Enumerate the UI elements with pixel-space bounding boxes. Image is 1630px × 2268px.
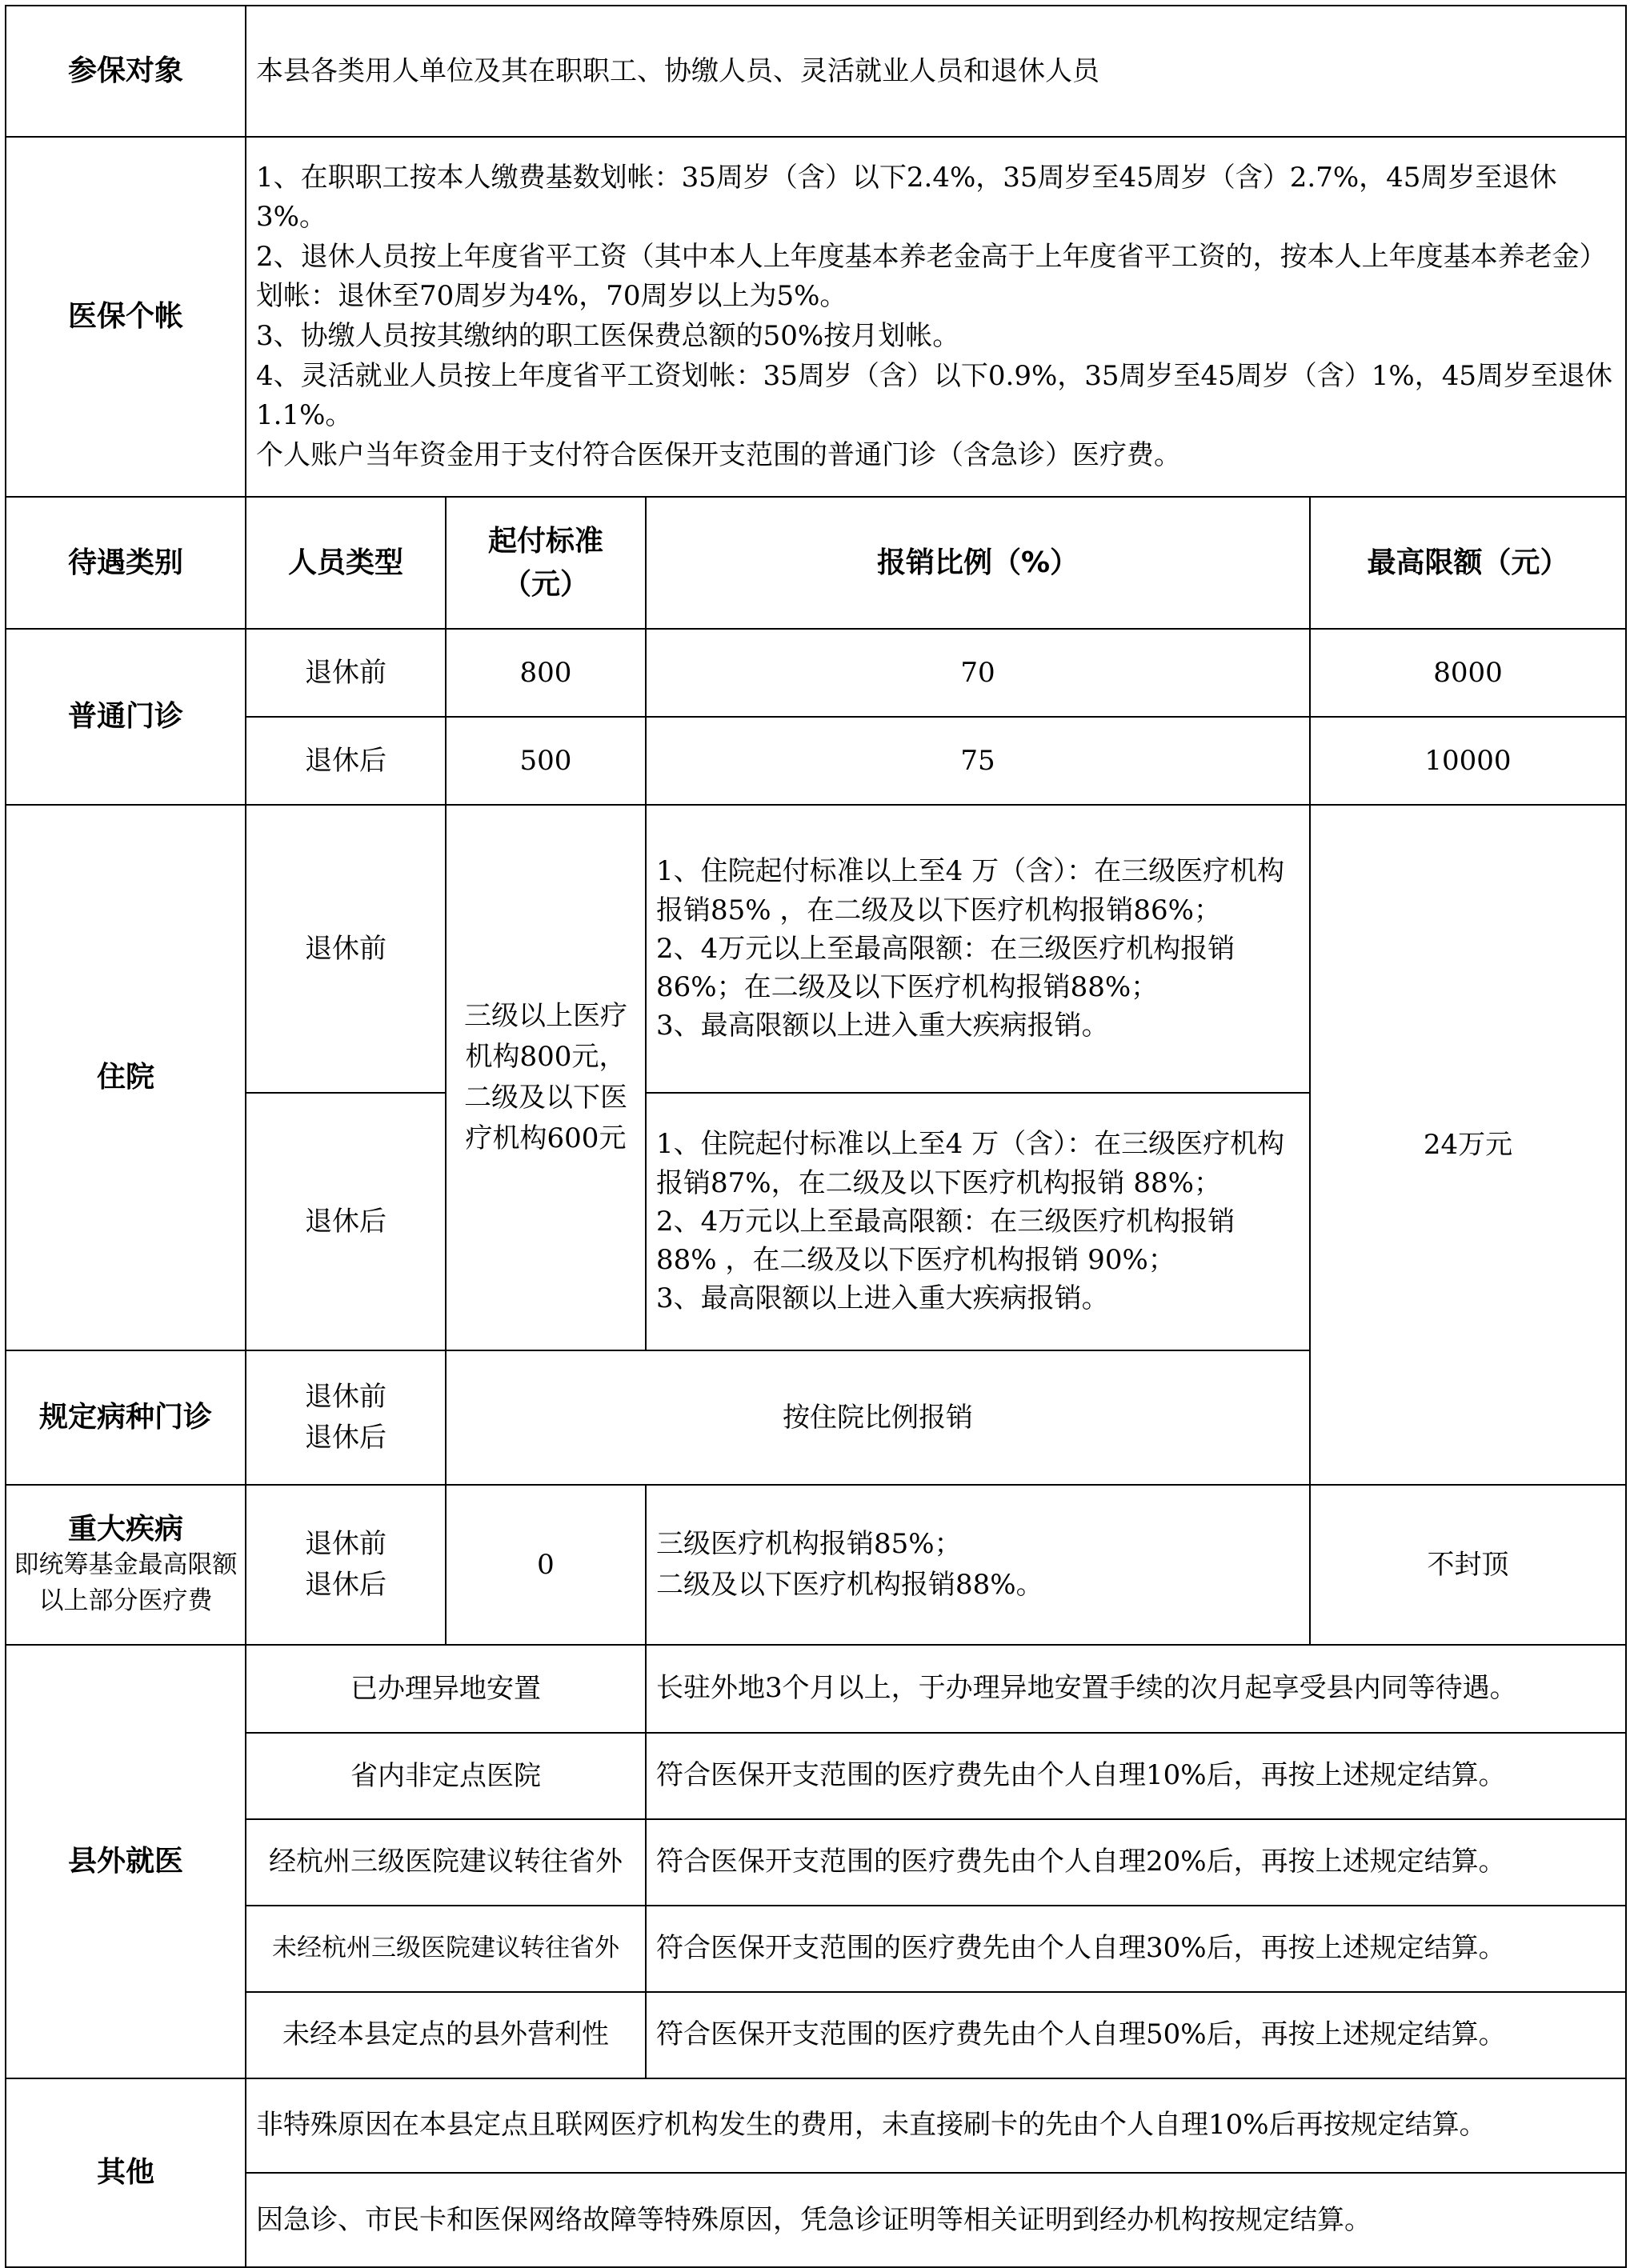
outpatient-label: 普通门诊 (6, 629, 246, 805)
out-of-county-row (6, 1992, 1626, 2078)
inpatient-ratio-line: 2、4万元以上至最高限额：在三级医疗机构报销 88% ，在二级及以下医疗机构报销 90%； (656, 1205, 1236, 1277)
personal-account-text (246, 137, 1626, 497)
out-of-county-type: 省内非定点医院 (246, 1733, 646, 1819)
inpatient-row (6, 805, 1626, 1093)
inpatient-type: 退休前 (246, 805, 446, 1093)
out-of-county-type: 未经杭州三级医院建议转往省外 (246, 1906, 646, 1992)
major-illness-cap: 不封顶 (1310, 1485, 1626, 1645)
other-row (6, 2173, 1626, 2267)
personal-account-label: 医保个帐 (6, 137, 246, 497)
inpatient-label: 住院 (6, 805, 246, 1350)
personal-account-line: 2、退休人员按上年度省平工资（其中本人上年度基本养老金高于上年度省平工资的，按本人上年度基本养老金）划帐：退休至70周岁为4%，70周岁以上为5%。 (256, 240, 1607, 313)
major-illness-type: 退休后 (305, 1569, 386, 1601)
major-illness-deductible: 0 (446, 1485, 646, 1645)
out-of-county-row (6, 1906, 1626, 1992)
major-illness-ratio-line: 三级医疗机构报销85%； (656, 1528, 962, 1560)
header-category: 待遇类别 (6, 497, 246, 629)
personal-account-line: 1、在职职工按本人缴费基数划帐：35周岁（含）以下2.4%，35周岁至45周岁（含）2.7%，45周岁至退休3%。 (256, 161, 1557, 234)
inpatient-ratio-line: 2、4万元以上至最高限额：在三级医疗机构报销86%；在二级及以下医疗机构报销88%； (656, 932, 1236, 1004)
major-illness-type: 退休前 (305, 1528, 386, 1560)
inpatient-ratio (646, 805, 1310, 1093)
out-of-county-text: 符合医保开支范围的医疗费先由个人自理30%后，再按上述规定结算。 (646, 1906, 1626, 1992)
out-of-county-text: 符合医保开支范围的医疗费先由个人自理20%后，再按上述规定结算。 (646, 1819, 1626, 1906)
insured-label: 参保对象 (6, 6, 246, 137)
personal-account-line: 4、灵活就业人员按上年度省平工资划帐：35周岁（含）以下0.9%，35周岁至45周岁（含）1%，45周岁至退休1.1%。 (256, 359, 1612, 432)
major-illness-ratio-line: 二级及以下医疗机构报销88%。 (656, 1569, 1043, 1601)
outpatient-type: 退休前 (246, 629, 446, 717)
outpatient-cap: 10000 (1310, 717, 1626, 805)
personal-account-line: 3、协缴人员按其缴纳的职工医保费总额的50%按月划帐。 (256, 320, 960, 352)
header-row (6, 497, 1626, 629)
special-outpatient-types (246, 1350, 446, 1485)
out-of-county-text: 符合医保开支范围的医疗费先由个人自理50%后，再按上述规定结算。 (646, 1992, 1626, 2078)
major-illness-label: 重大疾病 (67, 1513, 183, 1546)
other-text: 非特殊原因在本县定点且联网医疗机构发生的费用，未直接刷卡的先由个人自理10%后再按规定结算。 (246, 2078, 1626, 2173)
outpatient-type: 退休后 (246, 717, 446, 805)
major-illness-types (246, 1485, 446, 1645)
special-outpatient-type: 退休前 (305, 1381, 386, 1413)
inpatient-ratio-line: 1、住院起付标准以上至4 万（含）：在三级医疗机构报销87%，在二级及以下医疗机构报销 88%； (656, 1128, 1285, 1199)
out-of-county-row (6, 1733, 1626, 1819)
outpatient-ratio: 75 (646, 717, 1310, 805)
out-of-county-type: 经杭州三级医院建议转往省外 (246, 1819, 646, 1906)
personal-account-line: 个人账户当年资金用于支付符合医保开支范围的普通门诊（含急诊）医疗费。 (256, 438, 1181, 471)
major-illness-sublabel: 即统筹基金最高限额以上部分医疗费 (14, 1550, 238, 1615)
inpatient-cap: 24万元 (1310, 805, 1626, 1485)
outpatient-row (6, 629, 1626, 717)
header-person-type: 人员类型 (246, 497, 446, 629)
header-deductible: 起付标准（元） (446, 497, 646, 629)
out-of-county-type: 未经本县定点的县外营利性 (246, 1992, 646, 2078)
other-label: 其他 (6, 2078, 246, 2267)
medical-insurance-table (5, 5, 1627, 2268)
out-of-county-text: 符合医保开支范围的医疗费先由个人自理10%后，再按上述规定结算。 (646, 1733, 1626, 1819)
insured-row (6, 6, 1626, 137)
inpatient-ratio-line: 1、住院起付标准以上至4 万（含）：在三级医疗机构报销85% ，在二级及以下医疗机构报销86%； (656, 855, 1285, 926)
inpatient-ratio-line: 3、最高限额以上进入重大疾病报销。 (656, 1282, 1109, 1315)
inpatient-type: 退休后 (246, 1093, 446, 1350)
major-illness-row (6, 1485, 1626, 1645)
special-outpatient-label: 规定病种门诊 (6, 1350, 246, 1485)
outpatient-cap: 8000 (1310, 629, 1626, 717)
header-cap: 最高限额（元） (1310, 497, 1626, 629)
out-of-county-row (6, 1819, 1626, 1906)
out-of-county-label: 县外就医 (6, 1645, 246, 2078)
other-text: 因急诊、市民卡和医保网络故障等特殊原因，凭急诊证明等相关证明到经办机构按规定结算。 (246, 2173, 1626, 2267)
out-of-county-text: 长驻外地3个月以上，于办理异地安置手续的次月起享受县内同等待遇。 (646, 1645, 1626, 1733)
personal-account-row (6, 137, 1626, 497)
other-row (6, 2078, 1626, 2173)
special-outpatient-text: 按住院比例报销 (446, 1350, 1310, 1485)
insured-text: 本县各类用人单位及其在职职工、协缴人员、灵活就业人员和退休人员 (246, 6, 1626, 137)
inpatient-ratio (646, 1093, 1310, 1350)
inpatient-deductible: 三级以上医疗机构800元，二级及以下医疗机构600元 (446, 805, 646, 1350)
outpatient-deductible: 500 (446, 717, 646, 805)
outpatient-row (6, 717, 1626, 805)
major-illness-ratio (646, 1485, 1310, 1645)
special-outpatient-type: 退休后 (305, 1422, 386, 1454)
inpatient-ratio-line: 3、最高限额以上进入重大疾病报销。 (656, 1010, 1109, 1042)
out-of-county-row (6, 1645, 1626, 1733)
outpatient-ratio: 70 (646, 629, 1310, 717)
outpatient-deductible: 800 (446, 629, 646, 717)
header-ratio: 报销比例（%） (646, 497, 1310, 629)
major-illness-cell (6, 1485, 246, 1645)
out-of-county-type: 已办理异地安置 (246, 1645, 646, 1733)
